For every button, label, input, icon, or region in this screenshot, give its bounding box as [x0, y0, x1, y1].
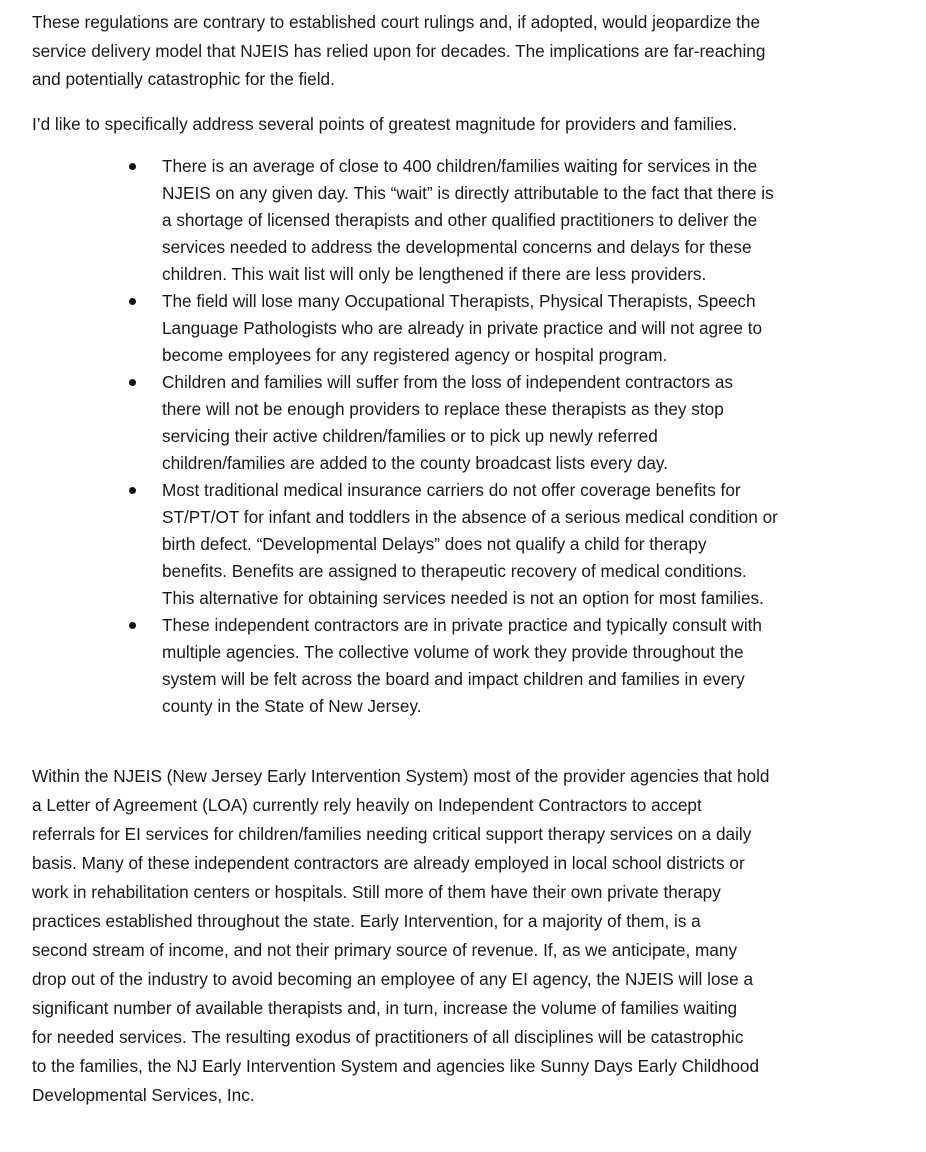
bullet-icon: [129, 379, 136, 386]
intro-paragraph: These regulations are contrary to established court rulings and, if adopted, would jeopardize the service delivery model that NJEIS has relied upon for decades. The implications are far-reaching and potentially catastrophic for the field.: [32, 12, 766, 90]
bullet-text: Children and families will suffer from the loss of independent contractors as there will not be enough providers to replace these therapists as they stop servicing their active children/families or to pick up newly referred children/families are added to the county broadcast lists every day.: [162, 372, 733, 473]
bullet-icon: [129, 622, 136, 629]
bullet-item: [162, 153, 902, 288]
bullet-text: Most traditional medical insurance carriers do not offer coverage benefits for ST/PT/OT for infant and toddlers in the absence of a serious medical condition or birth defect. “Developmental Delays” does not qualify a child for therapy benefits. Benefits are assigned to therapeutic recovery of medical conditions. This alternative for obtaining services needed is not an option for most families.: [162, 480, 778, 608]
bullet-item: [162, 477, 902, 612]
bullet-icon: [129, 298, 136, 305]
bullet-item: [162, 612, 902, 720]
points-bullet-list: [162, 153, 902, 720]
bullet-icon: [129, 163, 136, 170]
bullet-text: These independent contractors are in private practice and typically consult with multiple agencies. The collective volume of work they provide throughout the system will be felt across the board and impact children and families in every county in the State of New Jersey.: [162, 615, 762, 716]
bullet-item: [162, 288, 902, 369]
bullet-item: [162, 369, 902, 477]
bullet-icon: [129, 487, 136, 494]
njeis-paragraph: Within the NJEIS (New Jersey Early Intervention System) most of the provider agencies that hold a Letter of Agreement (LOA) currently rely heavily on Independent Contractors to accept referrals for EI services for children/families needing critical support therapy services on a daily basis. Many of these independent contractors are already employed in local school districts or work in rehabilitation centers or hospitals. Still more of them have their own private therapy practices established throughout the state. Early Intervention, for a majority of them, is a second stream of income, and not their primary source of revenue. If, as we anticipate, many drop out of the industry to avoid becoming an employee of any EI agency, the NJEIS will lose a significant number of available therapists and, in turn, increase the volume of families waiting for needed services. The resulting exodus of practitioners of all disciplines will be catastrophic to the families, the NJ Early Intervention System and agencies like Sunny Days Early Childhood Developmental Services, Inc.: [32, 766, 770, 1105]
bullet-text: There is an average of close to 400 children/families waiting for services in the NJEIS on any given day. This “wait” is directly attributable to the fact that there is a shortage of licensed therapists and other qualified practitioners to deliver the services needed to address the developmental concerns and delays for these children. This wait list will only be lengthened if there are less providers.: [162, 156, 774, 284]
points-intro-paragraph: I’d like to specifically address several points of greatest magnitude for providers and families.: [32, 114, 738, 134]
bullet-text: The field will lose many Occupational Therapists, Physical Therapists, Speech Language Pathologists who are already in private practice and will not agree to become employees for any registered agency or hospital program.: [162, 291, 763, 365]
